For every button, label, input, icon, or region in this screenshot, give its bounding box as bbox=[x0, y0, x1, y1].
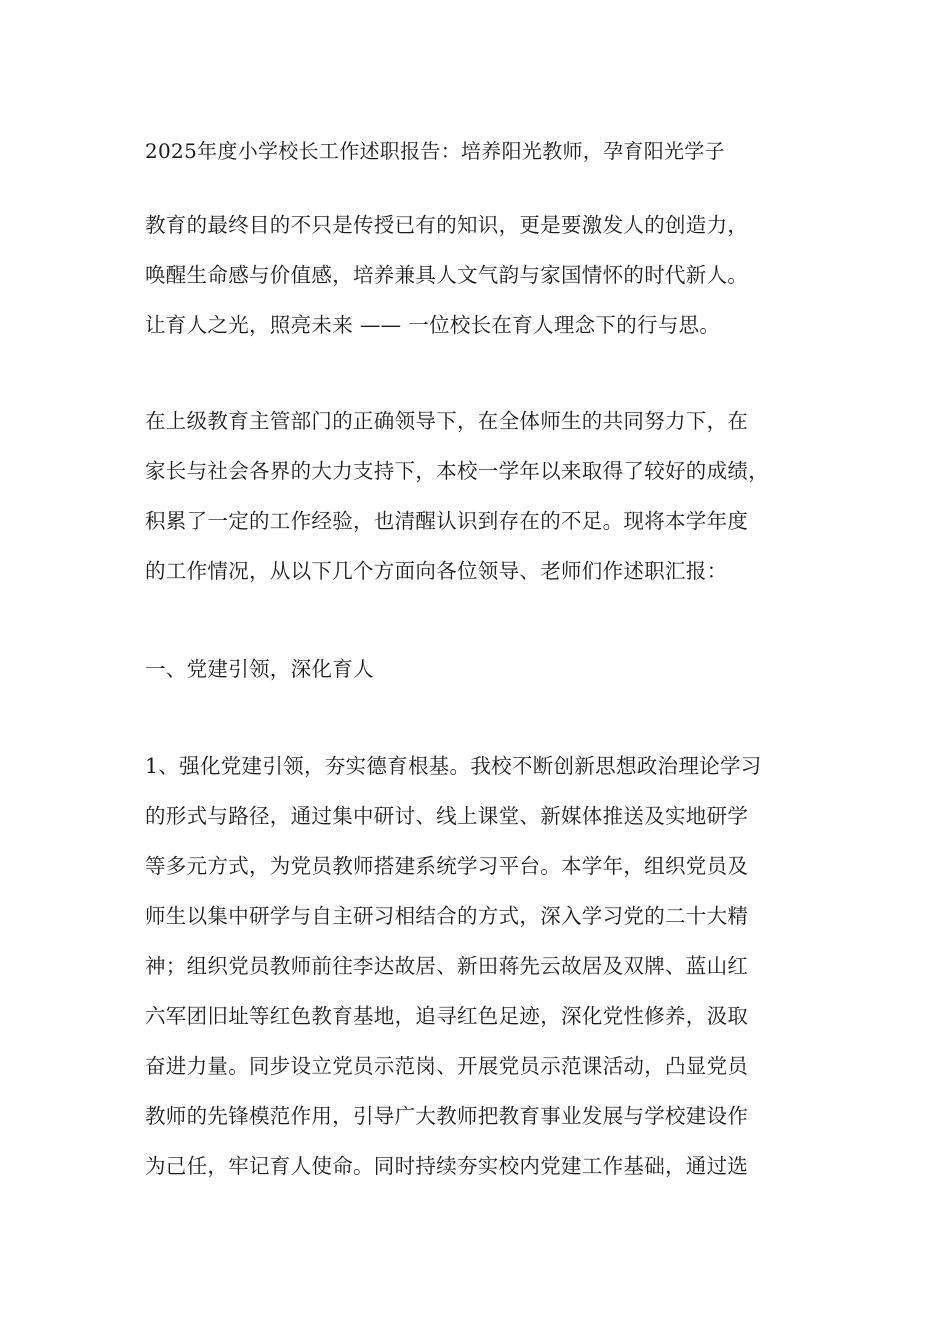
preface-line: 积累了一定的工作经验，也清醒认识到存在的不足。现将本学年度 bbox=[145, 509, 749, 533]
document-title: 2025年度小学校长工作述职报告：培养阳光教师，孕育阳光学子 bbox=[145, 139, 725, 163]
section-body-line: 六军团旧址等红色教育基地，追寻红色足迹，深化党性修养，汲取 bbox=[145, 1004, 749, 1028]
preface-line: 家长与社会各界的大力支持下，本校一学年以来取得了较好的成绩， bbox=[145, 459, 769, 483]
section-body-line: 奋进力量。同步设立党员示范岗、开展党员示范课活动，凸显党员 bbox=[145, 1054, 749, 1078]
section-body-line: 1、强化党建引领，夯实德育根基。我校不断创新思想政治理论学习 bbox=[145, 754, 762, 778]
section-body-line: 等多元方式，为党员教师搭建系统学习平台。本学年，组织党员及 bbox=[145, 854, 749, 878]
intro-line: 让育人之光，照亮未来 —— 一位校长在育人理念下的行与思。 bbox=[145, 313, 721, 337]
section-heading: 一、党建引领，深化育人 bbox=[145, 657, 374, 681]
section-body-line: 师生以集中研学与自主研习相结合的方式，深入学习党的二十大精 bbox=[145, 904, 749, 928]
section-body-line: 为己任，牢记育人使命。同时持续夯实校内党建工作基础，通过选 bbox=[145, 1154, 749, 1178]
intro-line: 教育的最终目的不只是传授已有的知识，更是要激发人的创造力， bbox=[145, 213, 749, 237]
preface-line: 在上级教育主管部门的正确领导下，在全体师生的共同努力下，在 bbox=[145, 409, 749, 433]
section-body-line: 神；组织党员教师前往李达故居、新田蒋先云故居及双牌、蓝山红 bbox=[145, 954, 749, 978]
section-body-line: 的形式与路径，通过集中研讨、线上课堂、新媒体推送及实地研学 bbox=[145, 804, 749, 828]
preface-line: 的工作情况，从以下几个方面向各位领导、老师们作述职汇报： bbox=[145, 559, 728, 583]
intro-line: 唤醒生命感与价值感，培养兼具人文气韵与家国情怀的时代新人。 bbox=[145, 263, 749, 287]
section-body-line: 教师的先锋模范作用，引导广大教师把教育事业发展与学校建设作 bbox=[145, 1104, 749, 1128]
